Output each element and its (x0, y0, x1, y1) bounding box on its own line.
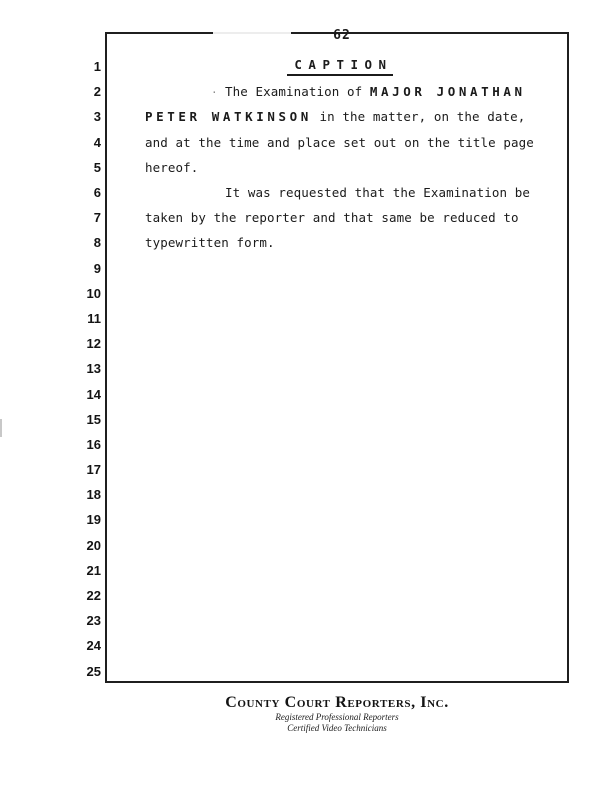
transcript-line (0, 54, 607, 79)
line-number: 21 (86, 562, 101, 578)
line-number: 20 (86, 537, 101, 553)
transcript-line (0, 205, 607, 230)
reporter-footer (105, 694, 569, 734)
transcript-line (0, 381, 607, 406)
transcript-line (0, 633, 607, 658)
line-number: 12 (86, 336, 101, 352)
line-number: 8 (93, 235, 101, 251)
line-text (145, 185, 607, 200)
transcript-line (0, 155, 607, 180)
page-number: 62 (333, 28, 351, 43)
transcript-line (0, 306, 607, 331)
transcript-line (0, 608, 607, 633)
line-number: 18 (86, 487, 101, 503)
transcript-line (0, 533, 607, 558)
footer-tagline-registered: Registered Professional Reporters (275, 712, 399, 722)
line-number: 3 (93, 109, 101, 125)
line-text (145, 160, 607, 175)
line-text (145, 210, 607, 225)
transcript-line (0, 457, 607, 482)
transcript-line (0, 331, 607, 356)
transcript-line (0, 281, 607, 306)
transcript-line (0, 180, 607, 205)
transcript-line (0, 558, 607, 583)
text-segment: in the matter, on the date, (311, 109, 526, 125)
text-segment: and at the time and place set out on the title page (145, 134, 534, 150)
line-number: 23 (86, 613, 101, 629)
line-text (145, 109, 607, 124)
transcript-line (0, 659, 607, 684)
line-number: 14 (86, 386, 101, 402)
text-segment: The Examination of (225, 84, 370, 100)
line-number: 1 (93, 59, 101, 75)
line-number: 16 (86, 436, 101, 452)
transcript-line (0, 583, 607, 608)
footer-company-name: County Court Reporters, Inc. (225, 694, 449, 711)
scan-artifact-mark (0, 419, 2, 437)
line-number: 9 (93, 260, 101, 276)
transcript-line (0, 130, 607, 155)
line-text (145, 235, 607, 250)
text-segment: PETER WATKINSON (145, 109, 312, 125)
line-number: 6 (93, 185, 101, 201)
transcript-line (0, 407, 607, 432)
line-number: 7 (93, 210, 101, 226)
line-number: 4 (93, 134, 101, 150)
caption-heading: CAPTION (287, 57, 392, 76)
footer-tagline-certified: Certified Video Technicians (287, 723, 387, 733)
text-segment: taken by the reporter and that same be reduced to (145, 210, 519, 226)
transcript-line (0, 79, 607, 104)
text-segment: typewritten form. (145, 235, 275, 251)
line-number: 10 (86, 285, 101, 301)
line-number: 13 (86, 361, 101, 377)
line-number: 17 (86, 462, 101, 478)
text-segment: It was requested that the Examination be (225, 185, 531, 201)
line-number: 2 (93, 84, 101, 100)
line-text (145, 57, 607, 76)
transcript-line (0, 432, 607, 457)
transcript-line (0, 256, 607, 281)
line-number: 22 (86, 588, 101, 604)
transcript-body (0, 54, 607, 684)
line-number: 15 (86, 411, 101, 427)
transcript-line (0, 104, 607, 129)
line-text (145, 135, 607, 150)
line-number: 24 (86, 638, 101, 654)
line-number: 5 (93, 159, 101, 175)
scan-fade-artifact (213, 30, 291, 36)
transcript-line (0, 356, 607, 381)
transcript-line (0, 482, 607, 507)
transcript-line (0, 230, 607, 255)
text-segment: hereof. (145, 159, 199, 175)
text-segment: MAJOR JONATHAN (369, 84, 526, 100)
transcript-line (0, 507, 607, 532)
line-number: 25 (86, 663, 101, 679)
scan-artifact-dot: . (211, 83, 218, 97)
line-number: 11 (87, 310, 101, 326)
line-number: 19 (86, 512, 101, 528)
